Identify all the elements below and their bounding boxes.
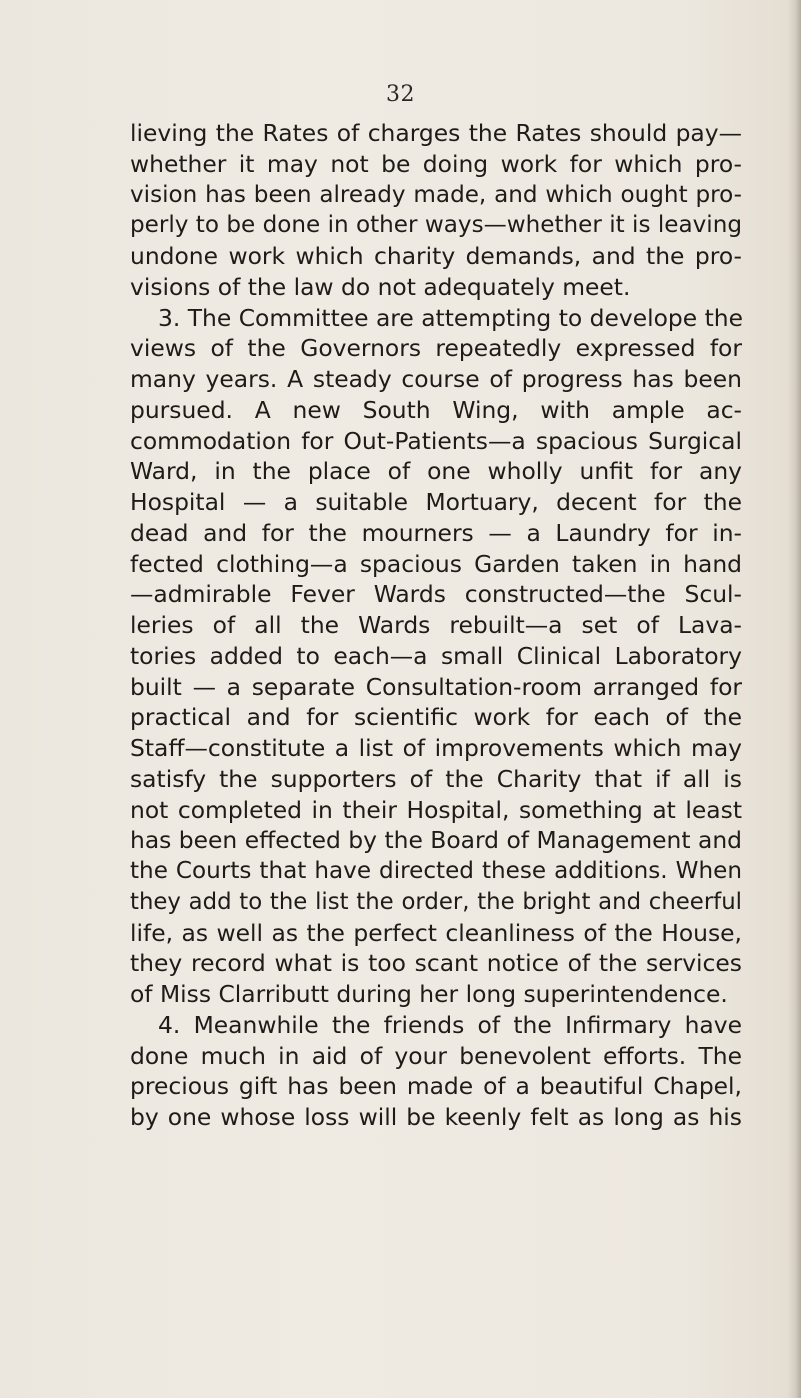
text-line: they record what is too scant notice of the services [130,949,742,978]
page-edge-shadow [787,0,801,1398]
text-line: practical and for scientific work for each of the [130,703,742,732]
text-line: Ward, in the place of one wholly unfit for any [130,457,742,486]
text-line: precious gift has been made of a beautiful Chapel, [130,1072,742,1101]
text-line: not completed in their Hospital, something at least [130,795,742,824]
text-line: lieving the Rates of charges the Rates should pay— [130,119,742,147]
text-line: Staff—constitute a list of improvements which may [130,734,742,762]
text-line: by one whose loss will be keenly felt as long as his [130,1103,742,1131]
text-line: built — a separate Consultation-room arranged for [130,672,742,701]
text-line: satisfy the supporters of the Charity that if all is [130,764,742,793]
text-line: they add to the list the order, the bright and cheerful [130,888,742,915]
text-line: of Miss Clarributt during her long superintendence. [130,980,728,1008]
page-number: 32 [386,82,415,107]
text-line: whether it may not be doing work for which pro- [130,149,742,178]
text-line: many years. A steady course of progress has been [130,365,742,393]
body-text [130,118,742,1133]
text-line: tories added to each—a small Clinical Laboratory [130,641,742,670]
text-line: vision has been already made, and which ought pro- [130,181,742,208]
text-line: perly to be done in other ways—whether it is leaving [130,212,742,239]
text-line: done much in aid of your benevolent efforts. The [130,1041,742,1070]
text-line: undone work which charity demands, and the pro- [130,242,742,270]
text-line: 3. The Committee are attempting to develope the [158,303,743,332]
text-line: fected clothing—a spacious Garden taken in hand [130,549,742,578]
text-line: leries of all the Wards rebuilt—a set of Lava- [130,611,742,639]
text-line: —admirable Fever Wards constructed—the Scul- [130,580,742,609]
text-line: 4. Meanwhile the friends of the Infirmary have [158,1010,742,1039]
text-line: views of the Governors repeatedly expressed for [130,334,742,363]
text-line: visions of the law do not adequately meet. [130,272,631,301]
text-line: has been effected by the Board of Management and [130,826,742,855]
text-line: dead and for the mourners — a Laundry for in- [130,518,742,547]
text-line: commodation for Out-Patients—a spacious Surgical [130,426,742,455]
text-line: pursued. A new South Wing, with ample ac- [130,395,742,424]
text-line: life, as well as the perfect cleanliness of the House, [130,918,742,947]
text-line: the Courts that have directed these additions. When [130,858,742,884]
text-line: Hospital — a suitable Mortuary, decent for the [130,488,742,516]
